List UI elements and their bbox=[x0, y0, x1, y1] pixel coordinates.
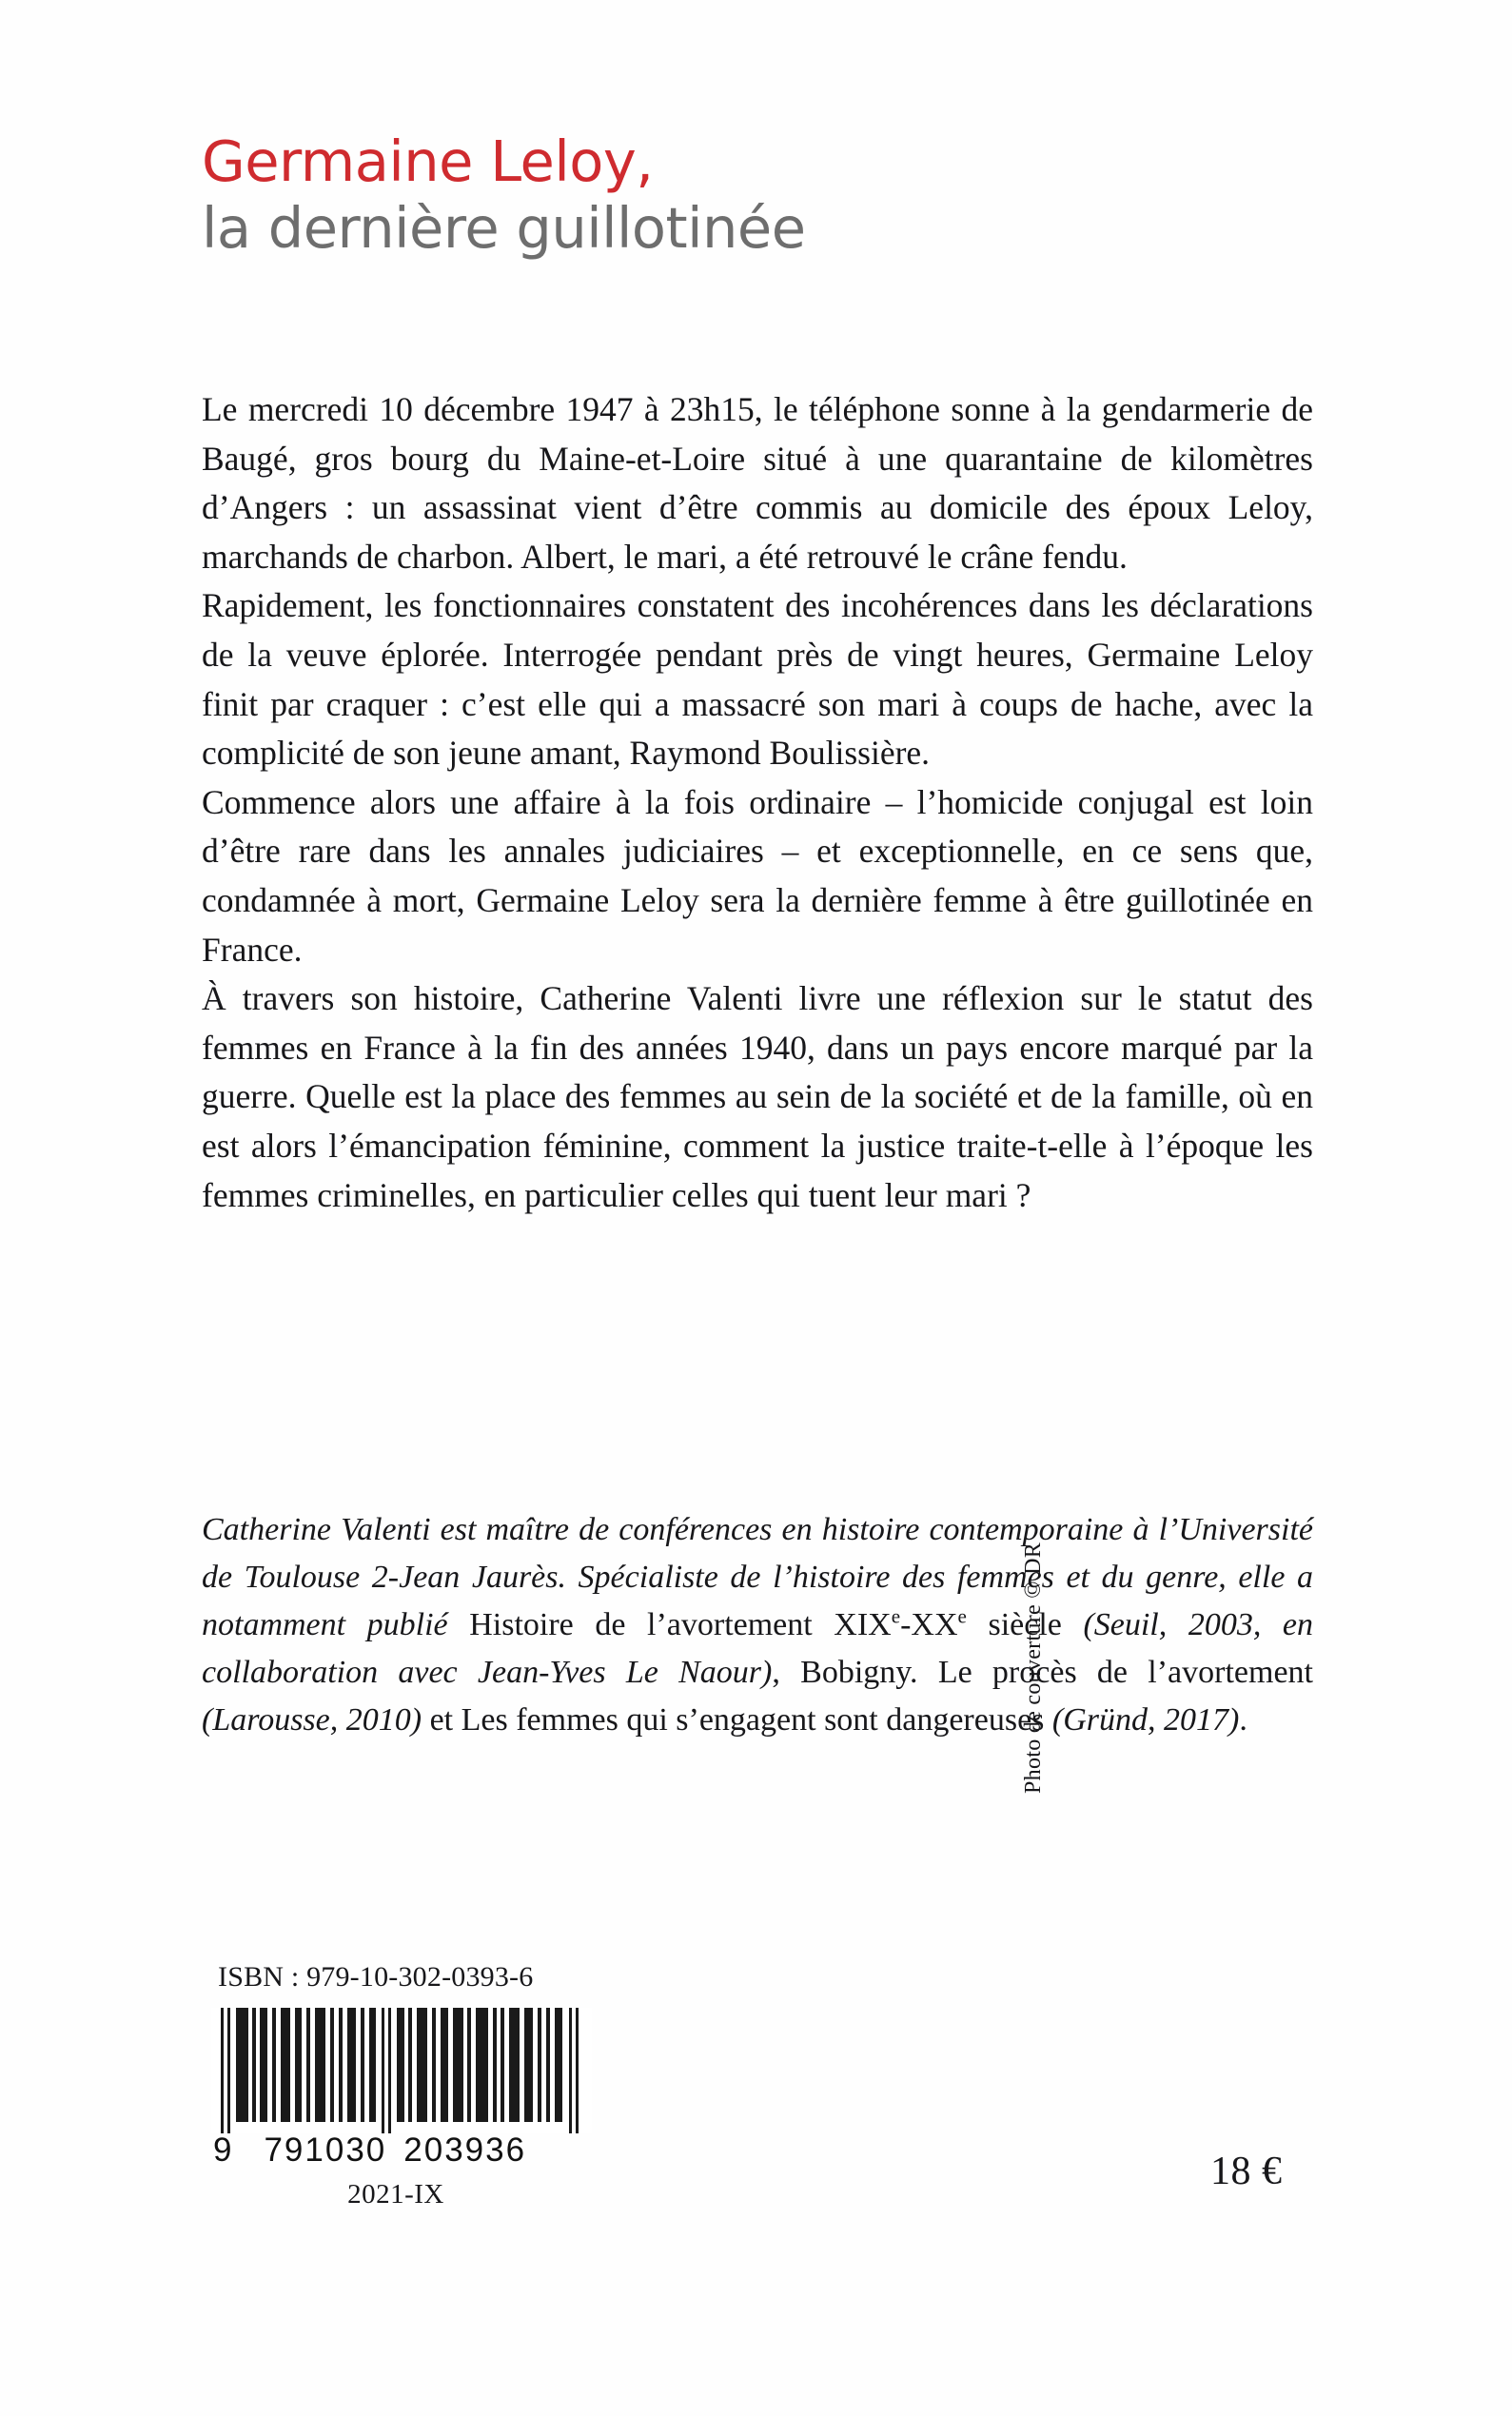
blurb-body bbox=[202, 385, 1313, 1220]
barcode-digits bbox=[211, 2131, 592, 2170]
author-bio-paragraph bbox=[202, 1506, 1313, 1744]
blurb-paragraph-1: Le mercredi 10 décembre 1947 à 23h15, le téléphone sonne à la gendarmerie de Baugé, gros bourg du Maine-et-Loire situé à une quarantaine de kilomètres d’Angers : un assassinat vient d’être commis au domicile des époux Leloy, marchands de charbon. Albert, le mari, a été retrouvé le crâne fendu. bbox=[202, 390, 1313, 576]
page-title: Germaine Leloy, bbox=[202, 128, 654, 194]
bio-book-title-2: , Bobigny. Le procès de l’avortement bbox=[772, 1655, 1313, 1690]
bio-book-title-3: Les femmes qui s’engagent sont dangereuses bbox=[461, 1702, 1045, 1738]
bio-book-title-1-sup-2: e bbox=[957, 1604, 967, 1628]
bio-publisher-1: (Seuil, 2003, en collaboration avec Jean-Yves Le Naour) bbox=[202, 1607, 1314, 1690]
bio-book-title-1-sup-1: e bbox=[891, 1604, 901, 1628]
photo-credit-text: Photo de couverture © DR bbox=[1021, 1542, 1046, 1794]
barcode-bars-icon bbox=[211, 2008, 592, 2133]
bio-end-period: . bbox=[1239, 1702, 1247, 1738]
print-date-code: 2021-IX bbox=[347, 2179, 444, 2210]
bio-book-title-1-part-a: Histoire de l’avortement XIX bbox=[469, 1607, 892, 1642]
bio-connector: et bbox=[422, 1702, 461, 1738]
bio-publisher-2: (Larousse, 2010) bbox=[202, 1702, 422, 1738]
barcode-digits-right-group: 203936 bbox=[403, 2131, 527, 2169]
barcode bbox=[211, 2008, 592, 2210]
bio-text-intro: Catherine Valenti est maître de conférences en histoire contemporaine à l’Université de Toulouse 2-Jean Jaurès. Spécialiste de l’histoire des femmes et du genre, elle a notamment publié bbox=[202, 1512, 1313, 1642]
author-bio-block bbox=[202, 1506, 1313, 1744]
price-label: 18 € bbox=[1210, 2150, 1283, 2193]
isbn-label: ISBN : 979-10-302-0393-6 bbox=[218, 1961, 534, 1993]
isbn-barcode-area bbox=[211, 1960, 611, 2210]
photo-credit bbox=[1021, 1432, 1047, 1794]
barcode-digit-prefix: 9 bbox=[213, 2131, 234, 2169]
barcode-digits-left-group: 791030 bbox=[264, 2131, 387, 2169]
bio-book-title-1-part-b: -XX bbox=[900, 1607, 958, 1642]
blurb-paragraph-2: Rapidement, les fonctionnaires constatent des incohérences dans les déclarations de la veuve éplorée. Interrogée pendant près de vingt heures, Germaine Leloy finit par craquer : c’est elle qui a massacré son mari à coups de hache, avec la complicité de son jeune amant, Raymond Boulissière. bbox=[202, 586, 1313, 773]
bio-book-title-1 bbox=[469, 1604, 1062, 1642]
bio-publisher-3: (Gründ, 2017) bbox=[1044, 1702, 1240, 1738]
bio-book-title-1-part-c: siècle bbox=[966, 1607, 1062, 1642]
blurb-paragraph-4: À travers son histoire, Catherine Valenti livre une réflexion sur le statut des femmes en France à la fin des années 1940, dans un pays encore marqué par la guerre. Quelle est la place des femmes au sein de la société et de la famille, où en est alors l’émancipation féminine, comment la justice traite-t-elle à l’époque les femmes criminelles, en particulier celles qui tuent leur mari ? bbox=[202, 979, 1313, 1214]
blurb-paragraph-3: Commence alors une affaire à la fois ordinaire – l’homicide conjugal est loin d’être rare dans les annales judiciaires – et exceptionnelle, en ce sens que, condamnée à mort, Germaine Leloy sera la dernière femme à être guillotinée en France. bbox=[202, 782, 1313, 969]
title-block bbox=[202, 128, 1296, 262]
page-subtitle: la dernière guillotinée bbox=[202, 195, 806, 261]
